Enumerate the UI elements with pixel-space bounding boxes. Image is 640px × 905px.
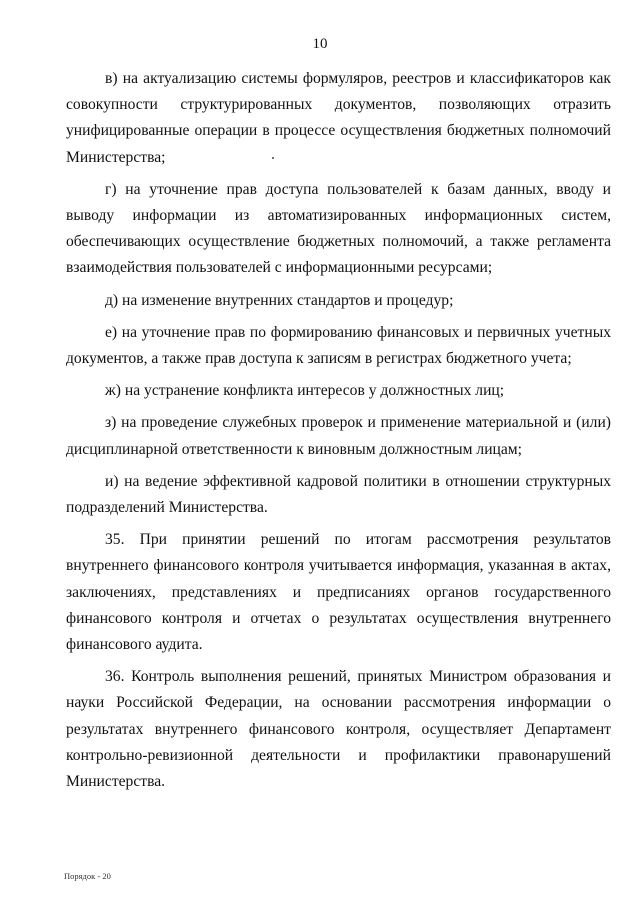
footer-label: Порядок - 20 xyxy=(64,871,111,881)
list-item-d: д) на изменение внутренних стандартов и процедур; xyxy=(105,291,454,309)
list-item-z: з) на проведение служебных проверок и применение материальной и (или) дисциплинарной ответственности к виновным должностным лицам; xyxy=(66,414,611,458)
list-item-i: и) на ведение эффективной кадровой политики в отношении структурных подразделений Министерства. xyxy=(66,472,611,517)
list-item-v: в) на актуализацию системы формуляров, реестров и классификаторов как совокупности структурированных документов, позволяющих отразить унифицированные операции в процессе осуществления бюджетных полномочий Министерства; xyxy=(66,70,611,166)
clause-36: 36. Контроль выполнения решений, принятых Министром образования и науки Российской Федерации, на основании рассмотрения информации о результатах внутреннего финансового контроля, осуществляет Департамент контрольно-ревизионной деятельности и профилактики правонарушений Министерства. xyxy=(66,668,611,791)
list-item-e: е) на уточнение прав по формированию финансовых и первичных учетных документов, а также прав доступа к записям в регистрах бюджетного учета; xyxy=(66,323,611,368)
page-number: 10 xyxy=(312,36,328,52)
document-body xyxy=(66,66,611,801)
list-item-g: г) на уточнение прав доступа пользователей к базам данных, вводу и выводу информации из автоматизированных информационных систем, обеспечивающих осуществление бюджетных полномочий, а также регламента взаимодействия пользователей с информационными ресурсами; xyxy=(66,180,611,277)
clause-35: 35. При принятии решений по итогам рассмотрения результатов внутреннего финансового контроля учитывается информация, указанная в актах, заключениях, представлениях и предписаниях органов государственного финансового контроля и отчетах о результатах осуществления внутреннего финансового аудита. xyxy=(66,531,611,654)
list-item-zh: ж) на устранение конфликта интересов у должностных лиц; xyxy=(105,382,505,400)
